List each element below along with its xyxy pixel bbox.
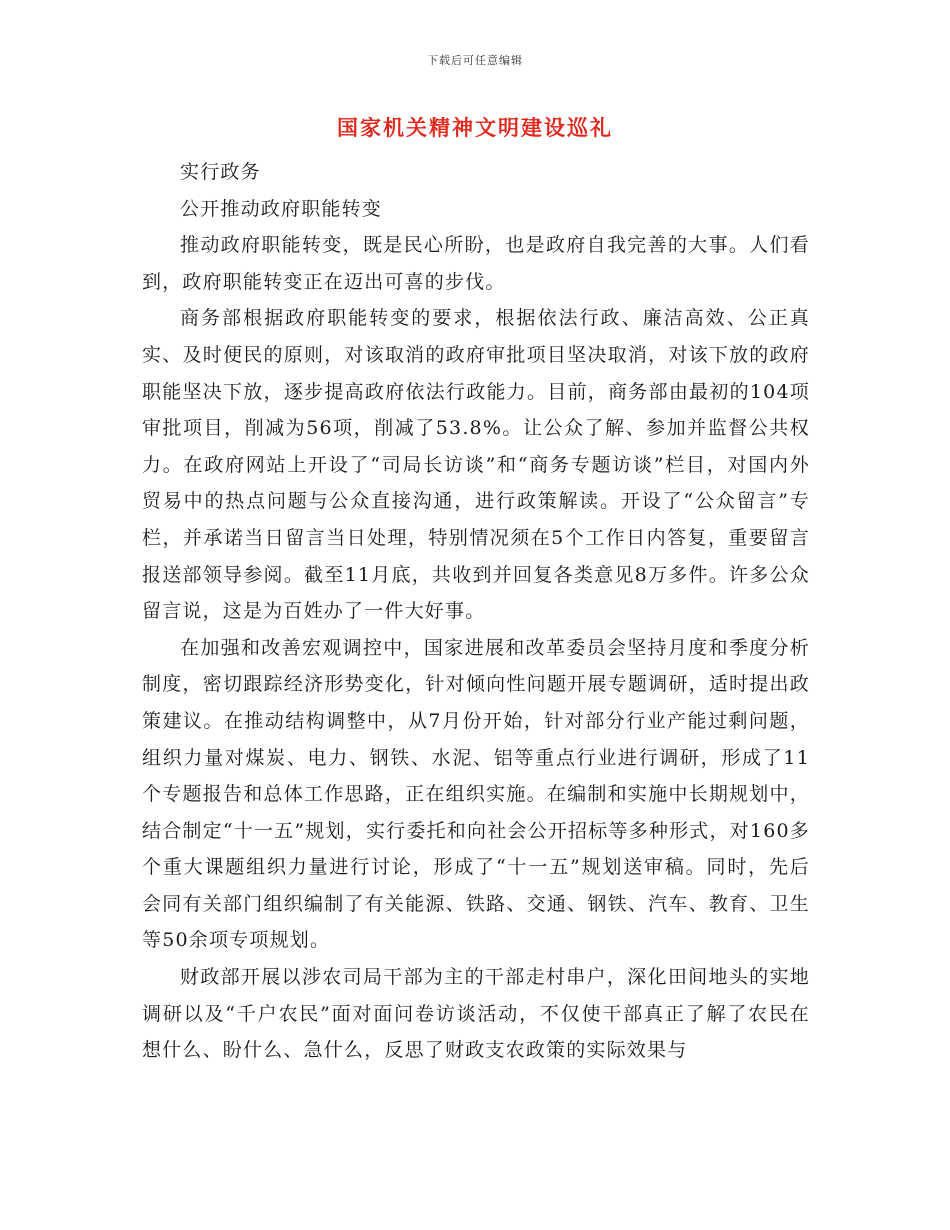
- paragraph-heading-1: 实行政务: [180, 161, 261, 183]
- header-note: 下载后可任意编辑: [427, 54, 523, 67]
- paragraph-heading-2: 公开推动政府职能转变: [180, 197, 383, 220]
- paragraph: 商务部根据政府职能转变的要求，根据依法行政、廉洁高效、公正真实、及时便民的原则，对该取消的政府审批项目坚决取消，对该下放的政府职能坚决下放，逐步提高政府依法行政能力。目前，商务部由最初的104项审批项目，削减为56项，削减了53.8%。让公众了解、参加并监督公共权力。在政府网站上开设了“司局长访谈”和“商务专题访谈”栏目，对国内外贸易中的热点问题与公众直接沟通，进行政策解读。开设了“公众留言”专栏，并承诺当日留言当日处理，特别情况须在5个工作日内答复，重要留言报送部领导参阅。截至11月底，共收到并回复各类意见8万多件。许多公众留言说，这是为百姓办了一件大好事。: [142, 307, 810, 623]
- paragraph: 推动政府职能转变，既是民心所盼，也是政府自我完善的大事。人们看到，政府职能转变正在迈出可喜的步伐。: [142, 234, 810, 293]
- paragraph: 财政部开展以涉农司局干部为主的干部走村串户，深化田间地头的实地调研以及“千户农民”面对面问卷访谈活动，不仅使干部真正了解了农民在想什么、盼什么、急什么，反思了财政支农政策的实际效果与: [142, 966, 810, 1062]
- document-body: [142, 154, 810, 1069]
- document-title: 国家机关精神文明建设巡礼: [337, 116, 613, 140]
- paragraph: 在加强和改善宏观调控中，国家进展和改革委员会坚持月度和季度分析制度，密切跟踪经济形势变化，针对倾向性问题开展专题调研，适时提出政策建议。在推动结构调整中，从7月份开始，针对部分行业产能过剩问题，组织力量对煤炭、电力、钢铁、水泥、铝等重点行业进行调研，形成了11个专题报告和总体工作思路，正在组织实施。在编制和实施中长期规划中，结合制定“十一五”规划，实行委托和向社会公开招标等多种形式，对160多个重大课题组织力量进行讨论，形成了“十一五”规划送审稿。同时，先后会同有关部门组织编制了有关能源、铁路、交通、钢铁、汽车、教育、卫生等50余项专项规划。: [142, 636, 810, 952]
